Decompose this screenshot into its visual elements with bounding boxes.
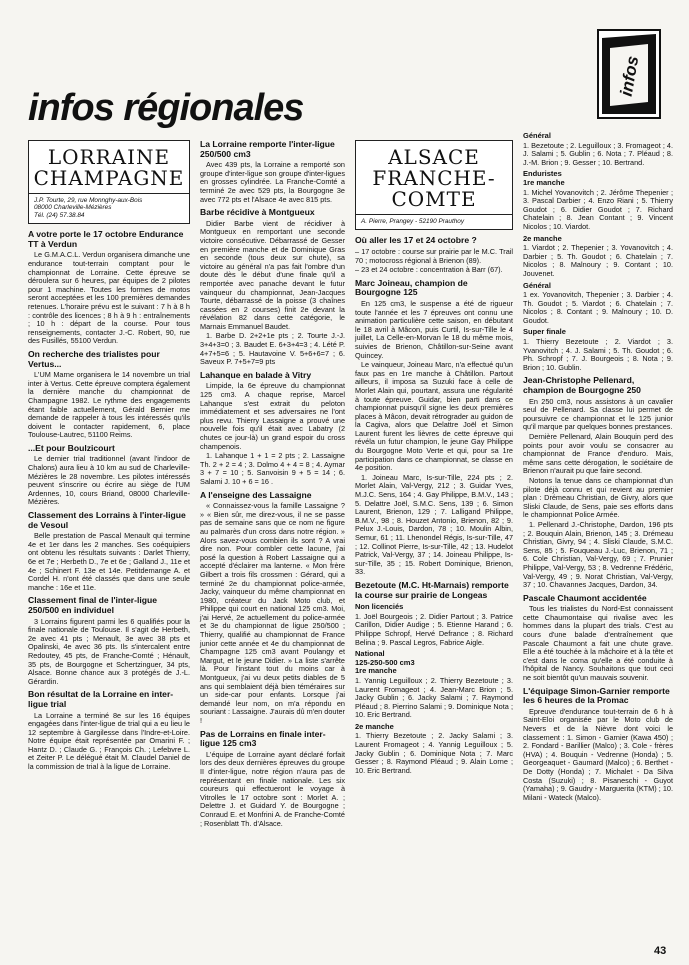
logo-text: infos bbox=[616, 54, 643, 98]
article-heading: A votre porte le 17 octobre Endurance TT à Verdun bbox=[28, 229, 184, 249]
article-heading: Classement final de l'inter-ligue 250/500 en individuel bbox=[28, 595, 158, 615]
article-text: Belle prestation de Pascal Menault qui termine 4e et 1er dans les 2 manches. Ses coéquipiers ont obtenu les résultats suivants : Darlet Thierry, 6e et 7e ; Herbeth D., 7e et 6e ; Galland J., 11e et 4e ; Schinert F. 13e et 14e. Petitdemange A. et Cordel H. n'ont été classés que dans une seule manche : 16e et 11e. bbox=[28, 531, 190, 592]
article-heading: Jean-Christophe Pellenard, champion de Bourgogne 250 bbox=[523, 375, 641, 396]
column-four bbox=[523, 132, 673, 803]
article-heading: Bon résultat de la Lorraine en inter-ligue trial bbox=[28, 689, 174, 709]
article-text: Dernière Pellenard, Alain Bouquin perd des points pour avoir voulu se consacrer au championnat de France d'enduro. Mais, même sans cette dérogation, le sociétaire de Brienon n'aurait pu que faire second. bbox=[523, 432, 673, 476]
subheading: Super finale bbox=[523, 327, 566, 337]
subheading: 1re manche bbox=[355, 666, 397, 676]
article-heading: La Lorraine remporte l'inter-ligue 250/500 cm3 bbox=[200, 139, 335, 159]
column-alsace bbox=[355, 140, 513, 776]
article-text: Le dernier trial traditionnel (avant l'indoor de Chalons) aura lieu à 10 km au sud de Charleville-Mézières le 28 novembre. Les pilotes intéressés peuvent s'inscrire ou écrire au siège de l'UM Ardennes, 10, cours Briand, 08000 Charleville-Mézières. bbox=[28, 454, 190, 507]
article-heading: Bezetoute (M.C. Ht-Marnais) remporte la course sur prairie de Longeas bbox=[355, 579, 509, 600]
results-text: 1 ex. Yovanovitch, Thepenier ; 3. Darbier ; 4. Th. Goudot ; 5. Viardot ; 6. Chatelain ; 7. Nicolos ; 8. Contant ; 9. Malnoury ; 10. D. Goudot. bbox=[523, 290, 673, 325]
results-text: 1. Joineau Marc, Is-sur-Tille, 224 pts ; 2. Morlet Alain, Val-Vergy, 212 ; 3. Guidar Yves, M.J.C. Sens, 164 ; 4. Gay Philippe, B.M.V., 143 ; 5. Delattre Joël, S.M.C. Sens, 139 ; 6. Simon Laurent, Brienon, 129 ; 7. Lalligand Philippe, B.M.V., 98 ; 8. Houzet Antonio, Brienon, 82 ; 9. Pelux J.-Louis, Dardon, 78 ; 10. Moulin Albin, Semur, 61 ; 11. Lhenondel Régis, Is-sur-Tille, 47 ; 12. Collinot Pierre, Is-sur-Tille, 42 ; 13. Hudelot Patrick, Val-Vergy, 37 ; 14. Joineau Philippe, Is-sur-Tille, 35 ; 15. Robert Dominique, Brienon, 33. bbox=[355, 472, 513, 577]
results-text: 1. Barbe D. 2+2+1e pts ; 2. Tourte J.-J. 3+4+3=0 ; 3. Baudet E. 6+3+4=3 ; 4. Lété P. 4+7+5=6 ; 5. Hautavoine V. 5+6+6=7 ; 6. Saveux P. 7+5+7=9 pts bbox=[200, 331, 345, 367]
article-heading: Pascale Chaumont accidentée bbox=[523, 592, 647, 603]
box-title-champagne: CHAMPAGNE bbox=[33, 166, 185, 190]
alsace-franche-comte-box bbox=[355, 140, 513, 230]
article-text: Tous les trialistes du Nord-Est connaissent cette Chaumontaise qui rivalise avec les hommes dans la plupart des trials. C'est au cours d'une balade d'entraînement que Pascale Chaumont a fait une chute grave. Elle a été touchée à la mâchoire et à la tête et c'est dans le coma qu'elle a été conduite à l'hôpital de Nancy. Souhaitons que tout ceci ne soit bientôt qu'un mauvais souvenir. bbox=[523, 604, 673, 683]
box-title-franche: FRANCHE- bbox=[372, 166, 496, 190]
article-heading: Lahanque en balade à Vitry bbox=[200, 369, 312, 380]
article-heading: ...Et pour Boulzicourt bbox=[28, 442, 115, 453]
column-lorraine bbox=[28, 140, 190, 773]
article-text: Notons la tenue dans ce championnat d'un pilote déjà connu et qui revient au premier plan : Drémeau Christian, de Givry, alors que Sliski Claude, de Sens, paie ses efforts dans le championnat Police Armée. bbox=[523, 475, 673, 520]
article-heading: Barbe récidive à Montgueux bbox=[200, 207, 315, 218]
article-heading: L'équipage Simon-Garnier remporte les 6 heures de la Promac bbox=[523, 685, 670, 706]
article-text: Epreuve d'endurance tout-terrain de 6 h à Saint-Eloi organisée par le Moto club de Nevers et de la Nièvre dont voici le classement : 1. Simon - Garnier (Kawa 450) ; 2. Fondard - Barillier (Malco) ; 3. Cole - frères (HVA) ; 4. Bouquin - Vedrenne (Honda) ; 5. Georgeaquet - Gaumard (Malco) ; 6. Berthet - De Dotty (Honda) ; 7. Michalet - Da Silva Costa (Suzuki) ; 8. Pisaneschi - Guyot (Yamaha) ; 9. Gaudry - Marguerita (KTM) ; 10. Milani - Wateck (Malco). bbox=[523, 706, 673, 802]
article-text: – 23 et 24 octobre : concentration à Barr (67). bbox=[355, 265, 503, 275]
article-text: La Lorraine a terminé 8e sur les 16 équipes engagées dans l'inter-ligue de trial qui a eu lieu le 12 septembre à Gargilesse dans l'Indre-et-Loire. Notre équipe était représentée par Omarini F. ; Hantz D. ; Claude G. ; François Ch. ; Lefebvre L. et Zeiter P. Le délégué était M. Claudel Daniel de la commission de trial à la ligue de Lorraine. bbox=[28, 710, 190, 772]
subheading: 2e manche bbox=[523, 233, 562, 243]
results-text: 1. Bezetoute ; 2. Leguilloux ; 3. Fromageot ; 4. J. Salami ; 5. Gublin ; 6. Nota ; 7. Pléaud ; 8. J.-M. Brion ; 9. Gesser ; 10. Bertrand. bbox=[523, 140, 673, 167]
subheading: Général bbox=[523, 280, 551, 290]
article-heading: Pas de Lorrains en finale inter-ligue 125 cm3 bbox=[200, 728, 326, 749]
infos-logo-icon bbox=[596, 28, 662, 120]
article-text: Le vainqueur, Joineau Marc, n'a effectué qu'un faux pas en 1re manche à Châtillon. Partout ailleurs, il imposa sa Suzuki face à celle de Morlet Alain qui, pourtant, assura une régularité à toute épreuve. Guidar, bien parti dans ce championnat puisqu'il signe les deux premières places à Mâcon, devait rétrograder au guidon de la Cagiva, alors que Delattre Joël et Simon Laurent furent les lièvres de cette épreuve qui révéla un futur champion, le jeune Gay Philippe du Bourgogne Moto Verte et qui, pour sa 1re participation dans ce championnat, se classe en 4e position. bbox=[355, 360, 513, 473]
article-text: – 17 octobre : course sur prairie par le M.C. Trail 70 ; motocross régional à Brienon (89). bbox=[355, 247, 513, 265]
article-text: Limpide, la 6e épreuve du championnat 125 cm3. A chaque reprise, Marcel Lahanque s'est extrait du peloton immédiatement et ses adversaires ne l'ont plus revu. Thierry Lassaigne a prouvé une nouvelle fois qu'il était avec Labatry (2 chutes ce jour-là) un grand espoir du cross champenois. bbox=[200, 381, 345, 451]
article-text: En 250 cm3, nous assistons à un cavalier seul de Pellenard. Sa classe lui permet de poursuivre ce championnat et le 125 junior qu'il marque par quelques bonnes prestances. bbox=[523, 396, 673, 432]
correspondent-address: A. Pierre, Prangey - 52190 Prauthoy bbox=[356, 214, 512, 229]
subheading: 2e manche bbox=[355, 721, 394, 731]
subheading: Enduristes bbox=[523, 169, 562, 179]
section-masthead: infos régionales bbox=[28, 87, 304, 129]
article-text: En 125 cm3, le suspense a été de rigueur toute l'année et les 7 épreuves ont connu une animation particulière cette saison, en débutant le 18 avril à Mâcon, puis Curtil, Is-sur-Tille le 4 juillet, La Celle-en-Morvan le 18 du même mois, suivies de Brienon, Châtillon-sur-Seine avant Quincey. bbox=[355, 298, 513, 360]
article-text: Le G.M.A.C.L. Verdun organisera dimanche une endurance tout-terrain comptant pour le championnat de Lorraine. Cette épreuve se déroulera sur 6 heures, par équipes de 2 pilotes pour 1 machine. Toutes les formes de motos seront acceptées et les 100 premières demandes retenues. L'horaire prévu est le suivant : 7 h à 8 h : contrôle des licences ; 8 h à 9 h : entraînements ; 10 h : départ de la course. Pour tous renseignements, contacter J.-C. Robert, 90, rue des Fusillés, 55100 Verdun. bbox=[28, 250, 190, 346]
correspondent-address: J.P. Tourte, 29, rue Monnghy-aux-Bois 08000 Charleville-Mézières Tél. (24) 57.38.84 bbox=[29, 193, 189, 223]
article-heading: Marc Joineau, champion de Bourgogne 125 bbox=[355, 277, 468, 298]
results-text: 1. Thierry Bezetoute ; 2. Jacky Salami ; 3. Laurent Fromageot ; 4. Yannig Leguilloux ; 5. Jacky Gublin ; 6. Dominique Nota ; 7. Marc Gesser ; 8. Raymond Pléaud ; 9. Alain Lorne ; 10. Eric Bertrand. bbox=[355, 731, 513, 775]
results-text: 1. Joël Bourgeois ; 2. Didier Partout ; 3. Patrice Carillon, Didier Audige ; 5. Etienne Harand ; 6. Philippe Schropf, Hervé Defrance ; 8. Richard Belina ; 9. Pascal Legros, Fabrice Aigle. bbox=[355, 611, 513, 647]
box-title-alsace: ALSACE bbox=[388, 145, 480, 169]
page-number: 43 bbox=[654, 945, 667, 957]
article-heading: On recherche des trialistes pour Vertus... bbox=[28, 348, 160, 369]
results-text: 1. Pellenard J.-Christophe, Dardon, 196 pts ; 2. Bouquin Alain, Brienon, 145 ; 3. Drémeau Christian, Givry, 94 ; 4. Sliski Claude, S.M.C. Sens, 85 ; 5. Fouqueau J.-Luc, Brienon, 71 ; 6. Cole Christian, Val-Vergy, 69 ; 7. Prunier Philippe, Val-Vergy, 53 ; 8. Vedrenne Frédéric, Val-Vergy, 49 ; 9. Norat Christian, Val-Vergy, 37 ; 10. Chavannes Jacques, Dardon, 34. bbox=[523, 519, 673, 590]
column-two bbox=[200, 140, 345, 829]
article-heading: A l'enseigne des Lassaigne bbox=[200, 489, 312, 500]
article-text: Didier Barbe vient de récidiver à Montgueux en remportant une seconde victoire consécutive. Débarrassé de Gesser en première manche et de Dominique Gras en seconde (tous deux sur chute), sa victoire au général n'a pas fait l'ombre d'un doute dès le début d'une finale qu'il a remportée avec panache devant le futur vainqueur du championnat, Jean-Jacques Tourte, débarrassé de la poisse (3 chaînes cassées en 2 courses) finit 2e devant la révélation 82 dans cette catégorie, le Marnais Emmanuel Baudet. bbox=[200, 218, 345, 331]
article-text: Avec 439 pts, la Lorraine a remporté son groupe d'inter-ligue son groupe d'inter-ligues en grosses cylindrée. La Franche-Comté a terminé 2e avec 529 pts, la Bourgogne 3e avec 772 pts et l'Alsace 4e avec 815 pts. bbox=[200, 160, 345, 204]
results-text: 1. Thierry Bezetoute ; 2. Viardot ; 3. Yvanovitch ; 4. J. Salami ; 5. Th. Goudot ; 6. Ph. Schropf ; 7. J. Bourgeois ; 8. Nota ; 9. Brion ; 10. Gublin. bbox=[523, 337, 673, 372]
box-title-lorraine: LORRAINE bbox=[47, 145, 171, 169]
subheading: Général bbox=[523, 131, 551, 140]
article-text: L'équipe de Lorraine ayant déclaré forfait lors des deux dernières épreuves du groupe II d'inter-ligue, notre région n'aura pas de représentant en finale nationale. Les six coureurs qui effectueront le voyage à Vitrolles le 17 octobre sont : Morlet A. ; Delettre J. et Guidard Y. de Bourgogne ; Conraud E. et Monfrini A. de Franche-Comté ; Rosenblatt Th. d'Alsace. bbox=[200, 749, 345, 828]
results-text: 1. Yannig Leguilloux ; 2. Thierry Bezetoute ; 3. Laurent Fromageot ; 4. Jean-Marc Brion ; 5. Jacky Gublin ; 6. Jacky Salami ; 7. Raymond Pléaud ; 8. Pierrino Salami ; 9. Dominique Nota ; 10. Eric Bertrand. bbox=[355, 675, 513, 720]
article-text: L'UM Marne organisera le 14 novembre un trial inter à Vertus. Cette épreuve comptera également la dernière manche du championnat de Champagne 1982. Le rythme des engagements étant faible actuellement, Gérald Bernier me demande de rappeler à tous les intéressés qu'ils doivent le contacter rapidement, 6, place Toulouse-Lautrec, 51100 Reims. bbox=[28, 370, 190, 440]
article-text: « Connaissez-vous la famille Lassaigne ? » « Bien sûr, me direz-vous, il ne se passe pas de semaine sans que ce nom ne figure au palmarès d'un cross dans notre région. » Alors savez-vous combien ils sont ? A vrai dire non. Pour combler cette lacune, j'ai posé la question à Robert Lassaigne qui a accepté d'éclairer ma lanterne. « Mon frère Gilbert a trois fils crossmen : Gérard, qui a terminé 2e du championnat police-armée, Jacky, vainqueur du même championnat en 1980, créateur du Jack Moto club, et Philippe qui court en national 125 cm3. Moi, j'ai Hervé, 2e actuellement du police-armée et 3e du championnat de ligue 250/500 ; Thierry, qualifié au championnat de France junior cette année et 4e du championnat de Champagne 125 cm3 avant Poulangy et Margut, et le jeune Didier. » La liste s'arrête là. Pour l'instant tout du moins car à Montgueux, j'ai vu deux petits diables de 5 ans qui semblaient déjà bien téméraires sur un side-car pour enfants. Lorsque j'ai demandé leur nom, on m'a répondu en souriant : Lassaigne. J'aurais dû m'en douter ! bbox=[200, 501, 345, 725]
subheading: 125-250-500 cm3 bbox=[355, 657, 415, 667]
box-title-comte: COMTE bbox=[391, 187, 477, 211]
subheading: 1re manche bbox=[523, 177, 565, 187]
results-text: 1. Lahanque 1 + 1 = 2 pts ; 2. Lassaigne Th. 2 + 2 = 4 ; 3. Dolmo 4 + 4 = 8 ; 4. Aymar 3 + 7 = 10 ; 5. Sanvoisin 9 + 5 = 14 ; 6. Salami J. 10 + 6 = 16 . bbox=[200, 451, 345, 486]
article-heading: Classement des Lorrains à l'inter-ligue de Vesoul bbox=[28, 510, 186, 530]
subheading: National bbox=[355, 649, 385, 659]
article-text: 3 Lorrains figurent parmi les 6 qualifiés pour la finale nationale de Toulouse. Il s'agit de Herbeth, 2e avec 41 pts ; Menault, 3e avec 38 pts et Opalinski, 4e avec 36 pts. Ils s'intercalent entre Redoutey, 45 pts, de Franche-Comté ; Hénault, 35 pts, de Bourgogne et Schertzinguer, 34 pts, Alsace. Bonne chance aux 3 protégés de J.-L. Gérardin. bbox=[28, 616, 190, 686]
results-text: 1. Viardot ; 2. Thepenier ; 3. Yovanovitch ; 4. Darbier ; 5. Th. Goudot ; 6. Chatelain ; 7. Nicolos ; 8. Malnoury ; 9. Contant ; 10. Jouvenet. bbox=[523, 243, 673, 278]
results-text: 1. Michel Yovanovitch ; 2. Jérôme Thepenier ; 3. Pascal Darbier ; 4. Enzo Riani ; 5. Thierry Goudot ; 6. Didier Goudot ; 7. Richard Chatelain ; 8. Jean Contant ; 9. Vincent Nicolos ; 10. Viardot. bbox=[523, 187, 673, 231]
lorraine-champagne-box bbox=[28, 140, 190, 224]
subheading: Non licenciés bbox=[355, 602, 404, 612]
article-heading: Où aller les 17 et 24 octobre ? bbox=[355, 235, 477, 246]
